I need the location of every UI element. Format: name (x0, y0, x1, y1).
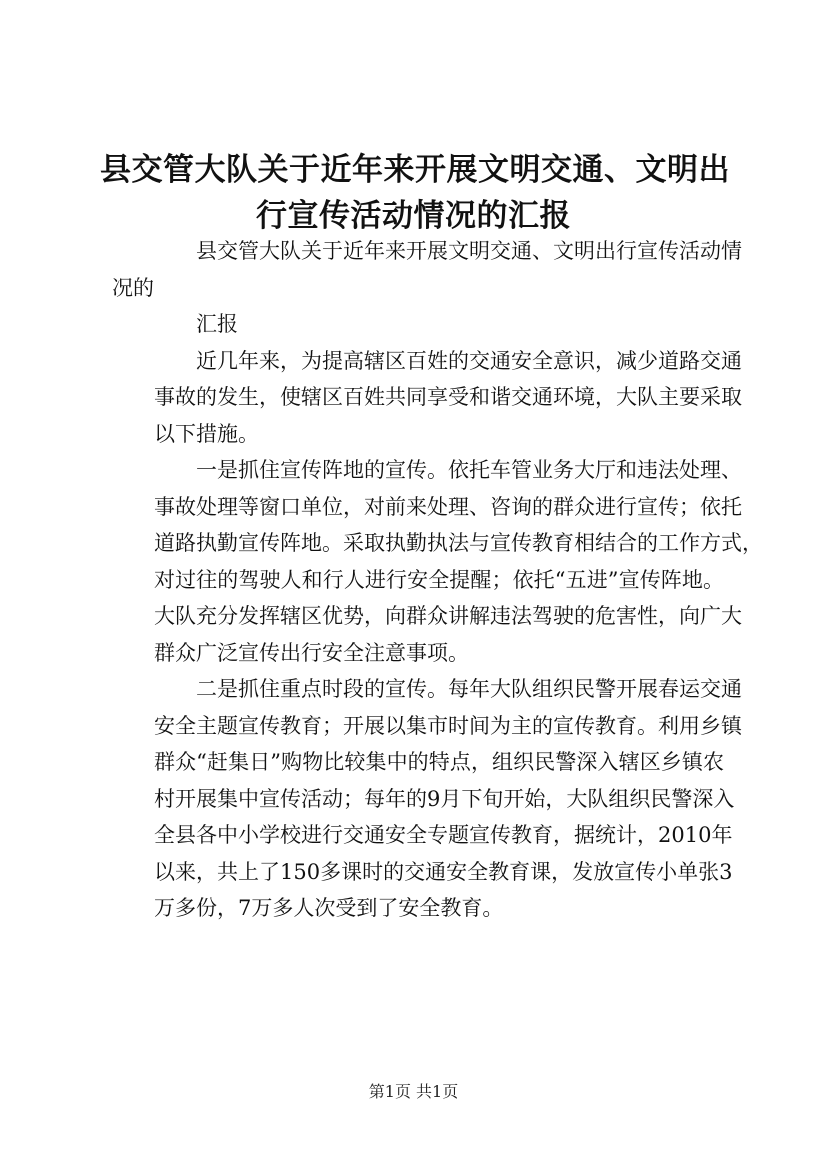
text-line: 况的 (112, 275, 154, 300)
text-line: 对过往的驾驶人和行人进行安全提醒；依托“五进”宣传阵地。 (154, 567, 724, 592)
text-line: 近几年来，为提高辖区百姓的交通安全意识，减少道路交通 (196, 348, 742, 373)
paragraph (112, 671, 742, 927)
paragraph (112, 452, 763, 671)
document-title (100, 147, 730, 239)
text-line: 事故处理等窗口单位，对前来处理、咨询的群众进行宣传；依托 (154, 494, 742, 519)
text-line: 大队充分发挥辖区优势，向群众讲解违法驾驶的危害性，向广大 (154, 604, 742, 628)
text-line: 以来，共上了150多课时的交通安全教育课，发放宣传小单张3 (154, 859, 733, 884)
title-line: 行宣传活动情况的汇报 (256, 198, 571, 234)
text-line: 安全主题宣传教育；开展以集市时间为主的宣传教育。利用乡镇 (154, 713, 742, 738)
title-line: 县交管大队关于近年来开展文明交通、文明出 (100, 152, 730, 188)
text-line: 事故的发生，使辖区百姓共同享受和谐交通环境，大队主要采取 (154, 385, 742, 409)
text-line: 群众广泛宣传出行安全注意事项。 (154, 640, 469, 665)
paragraph (112, 233, 742, 306)
paragraph (112, 306, 724, 343)
text-line: 县交管大队关于近年来开展文明交通、文明出行宣传活动情 (196, 239, 742, 263)
text-line: 二是抓住重点时段的宣传。每年大队组织民警开展春运交通 (196, 677, 742, 701)
text-line: 村开展集中宣传活动；每年的9月下旬开始，大队组织民警深入 (154, 786, 735, 811)
text-line: 汇报 (196, 312, 238, 336)
text-line: 群众“赶集日”购物比较集中的特点，组织民警深入辖区乡镇农 (154, 750, 724, 774)
document-body (112, 233, 763, 927)
text-line: 全县各中小学校进行交通安全专题宣传教育，据统计，2010年 (154, 823, 733, 847)
text-line: 道路执勤宣传阵地。采取执勤执法与宣传教育相结合的工作方式， (154, 531, 763, 555)
text-line: 以下措施。 (154, 421, 259, 446)
paragraph (112, 343, 742, 453)
text-line: 万多份，7万多人次受到了安全教育。 (154, 896, 504, 920)
page-number: 第1页 共1页 (368, 1082, 459, 1101)
text-line: 一是抓住宣传阵地的宣传。依托车管业务大厅和违法处理、 (196, 458, 742, 482)
